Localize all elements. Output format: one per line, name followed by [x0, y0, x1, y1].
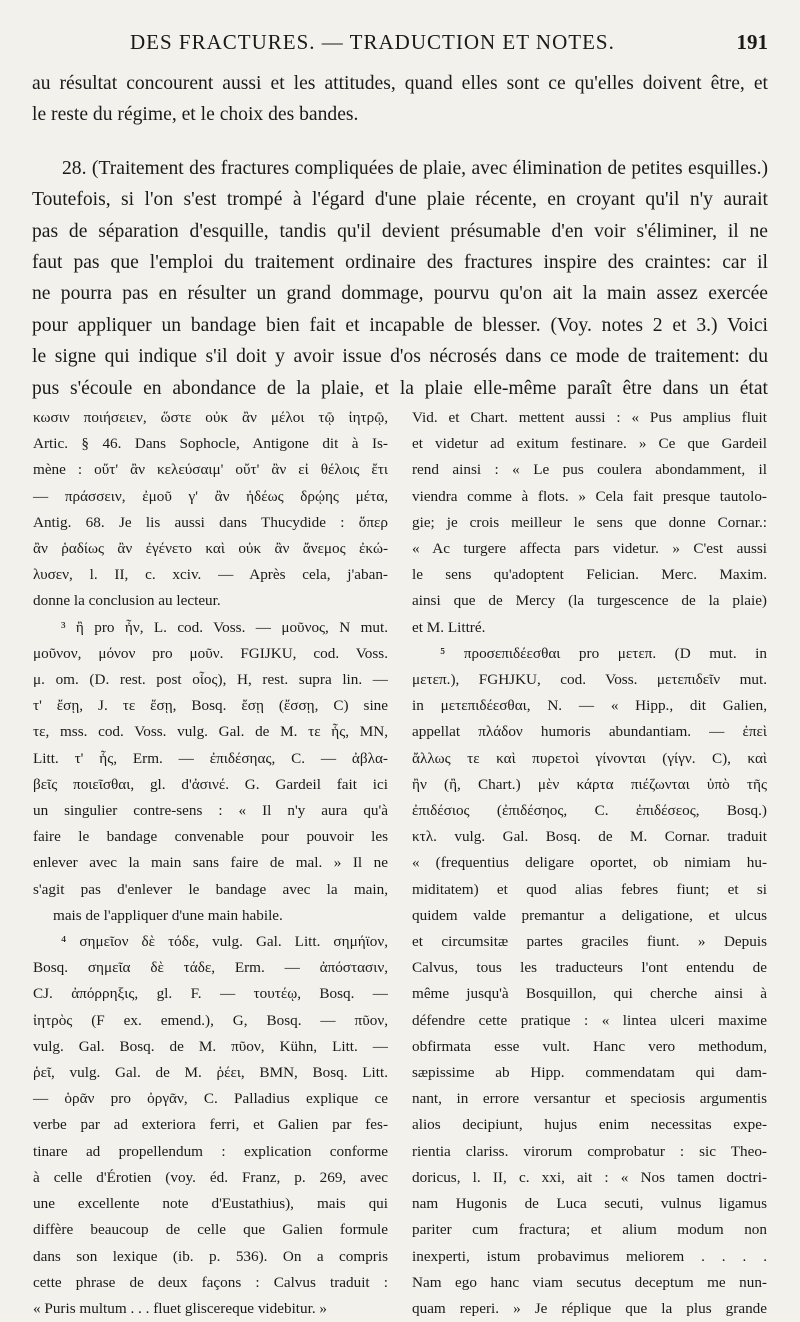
paragraph-gap	[32, 131, 768, 153]
footnote-line: ῥεῖ, vulg. Gal. de M. ῥέει, BMN, Bosq. Litt.	[33, 1064, 388, 1082]
footnote-line: même jusqu'à Bosquillon, qui cherche ainsi à	[412, 985, 767, 1003]
text-line: le signe qui indique s'il doit y avoir issue d'os nécrosés dans ce mode de traitement: du	[32, 346, 768, 368]
footnote-line: quam reperi. » Je réplique que la plus grande	[412, 1299, 767, 1317]
footnote-line: quidem valde premantur a deligatione, et ulcus	[412, 906, 767, 924]
footnote-line: « (frequentius deligare oportet, ob nimiam hu-	[412, 854, 767, 872]
footnote-line: τε, mss. cod. Voss. vulg. Gal. de M. τε ἧς, MN,	[33, 723, 388, 741]
footnote-line: doricus, l. II, c. xxi, ait : « Nos tamen doctri-	[412, 1168, 767, 1186]
text-line: ne pourra pas en résulter un grand dommage, pourvu qu'on ait la main assez exercée	[32, 283, 768, 305]
footnote-line: βεῖς ποιεῖσθαι, gl. d'ἀσινέ. G. Gardeil fait ici	[33, 775, 388, 793]
footnote-line: Nam ego hanc viam secutus deceptum me nun-	[412, 1273, 767, 1291]
footnote-line: « Ac turgere affecta pars videtur. » C'est aussi	[412, 540, 767, 558]
footnote-line: un singulier contre-sens : « Il n'y aura qu'à	[33, 802, 388, 820]
footnote-line: ἰητρὸς (F ex. emend.), G, Bosq. — πῦον,	[33, 1011, 388, 1029]
footnote-line: μετεπ.), FGHJKU, cod. Voss. μετεπιδεῖν mut.	[412, 671, 767, 689]
footnote-line: μοῦνον, μόνον pro μοῦν. FGIJKU, cod. Voss.	[33, 644, 388, 662]
footnote-line: ἄλλως τε καὶ πυρετοὶ γίνονται (γίγν. C), καὶ	[412, 749, 767, 767]
footnote-line: λυσεν, l. II, c. xciv. — Après cela, j'aban-	[33, 566, 388, 584]
footnote-line: donne la conclusion au lecteur.	[33, 592, 221, 610]
footnote-line: κτλ. vulg. Gal. Bosq. de M. Cornar. traduit	[412, 828, 767, 846]
footnote-line: et M. Littré.	[412, 618, 486, 636]
footnote-line: Artic. § 46. Dans Sophocle, Antigone dit à Is-	[33, 435, 388, 453]
footnote-line: inexperti, istum probavimus meliorem . . . .	[412, 1247, 767, 1265]
footnote-line: tinare ad propellendum : explication conforme	[33, 1142, 388, 1160]
footnote-line: obfirmata esse vult. Hanc vero methodum,	[412, 1037, 767, 1055]
footnote-line: nam Hugonis de Luca secuti, vulnus ligamus	[412, 1195, 767, 1213]
footnote-line: enlever avec la main sans faire de mal. » Il ne	[33, 854, 388, 872]
footnote-line: rend ainsi : « Le pus coulera abondamment, il	[412, 461, 767, 479]
footnote-line: ἐπιδέσιος (ἐπιδέσηος, C. ἐπιδέσεος, Bosq.)	[412, 802, 767, 820]
footnote-line: μ. om. (D. rest. post οἷος), H, rest. supra lin. —	[33, 671, 388, 689]
footnote-line: Calvus, tous les traducteurs l'ont entendu de	[412, 959, 767, 977]
footnote-line: une excellente note d'Eustathius), mais qui	[33, 1195, 388, 1213]
text-line: pas de séparation d'esquille, tandis qu'il devient présumable d'en voir s'éliminer, il ne	[32, 220, 768, 242]
footnote-line: nant, in errore versantur et speciosis argumentis	[412, 1090, 767, 1108]
footnote-line: miditatem) et quod alias febres fiunt; et si	[412, 880, 767, 898]
page-header	[130, 30, 768, 60]
footnote-line: ⁵ προσεπιδέεσθαι pro μετεπ. (D mut. in	[440, 644, 767, 662]
text-line: pus s'écoule en abondance de la plaie, et la plaie elle-même paraît être dans un état	[32, 377, 768, 399]
footnote-line: ³ ἢ pro ἦν, L. cod. Voss. — μοῦνος, N mut.	[61, 618, 388, 636]
text-line: Toutefois, si l'on s'est trompé à l'égard d'une plaie récente, en croyant qu'il n'y aurait	[32, 189, 768, 211]
footnote-line: faire le bandage convenable pour pouvoir les	[33, 828, 388, 846]
footnote-line: mène : οὔτ' ἂν κελεύσαιμ' οὔτ' ἂν εἰ θέλοις ἔτι	[33, 461, 388, 479]
footnote-line: τ' ἔσῃ, J. τε ἔσῃ, Bosq. ἔσῃ (ἔσσῃ, C) sine	[33, 697, 388, 715]
footnote-line: rientia clariss. virorum comprobatur : sic Theo-	[412, 1142, 767, 1160]
footnote-line: Bosq. σημεῖα δὲ τάδε, Erm. — ἀπόστασιν,	[33, 959, 388, 977]
running-title: DES FRACTURES. — TRADUCTION ET NOTES.	[130, 30, 615, 54]
footnote-line: ἂν ῥαδίως ἂν ἐγένετο καὶ οὐκ ἂν ἄνεμος ἐκώ-	[33, 540, 388, 558]
footnote-line: Vid. et Chart. mettent aussi : « Pus amplius fluit	[412, 409, 767, 426]
footnote-line: κωσιν ποιήσειεν, ὥστε οὐκ ἂν μέλοι τῷ ἰητρῷ,	[33, 409, 388, 426]
text-line: pour appliquer un bandage bien fait et incapable de blesser. (Voy. notes 2 et 3.) Voici	[32, 314, 768, 336]
footnote-line: Litt. τ' ἧς, Erm. — ἐπιδέσηας, C. — ἀβλα-	[33, 749, 388, 767]
footnote-line: ⁴ σημεῖον δὲ τόδε, vulg. Gal. Litt. σημήϊον,	[61, 933, 388, 951]
footnote-line: à celle d'Érotien (voy. éd. Franz, p. 269, avec	[33, 1168, 388, 1186]
footnote-line: défendre cette pratique : « lintea ulceri maxime	[412, 1011, 767, 1029]
footnote-line: ainsi que de Mercy (la turgescence de la plaie)	[412, 592, 767, 610]
footnote-line: viendra comme à flots. » Cela fait presque tautolo-	[412, 487, 767, 505]
text-line: faut pas que l'emploi du traitement ordinaire des fractures inspire des craintes: car il	[32, 252, 768, 274]
footnote-line: sæpissime ab Hipp. commendatam qui dam-	[412, 1064, 767, 1082]
footnote-line: appellat πλάδον humoris abundantiam. — ἐπεὶ	[412, 723, 767, 741]
footnote-line: in μετεπιδέεσθαι, N. — « Hipp., dit Galien,	[412, 697, 767, 715]
footnote-line: et circumsitæ partes graciles fiunt. » Depuis	[412, 933, 767, 951]
footnote-line: CJ. ἀπόρρηξις, gl. F. — τουτέῳ, Bosq. —	[33, 985, 388, 1003]
footnote-line: le sens qu'adoptent Felician. Merc. Maxim.	[412, 566, 767, 584]
footnote-line: s'agit pas d'enlever le bandage avec la main,	[33, 880, 388, 898]
main-text	[32, 68, 768, 404]
text-line: le reste du régime, et le choix des bandes.	[32, 104, 359, 126]
text-line: 28. (Traitement des fractures compliquées de plaie, avec élimination de petites esquilles.)	[62, 157, 768, 179]
footnote-line: diffère beaucoup de celle que Galien formule	[33, 1221, 388, 1239]
footnote-line: vulg. Gal. Bosq. de M. πῦον, Kühn, Litt. —	[33, 1037, 388, 1055]
footnote-line: mais de l'appliquer d'une main habile.	[53, 906, 283, 924]
footnotes-left-column	[33, 405, 388, 1322]
footnote-line: gie; je crois meilleur le sens que donne Cornar.:	[412, 513, 767, 531]
footnote-line: dans son lexique (ib. p. 536). On a compris	[33, 1247, 388, 1265]
page-number: 191	[736, 30, 768, 54]
footnote-line: verbe par ad exteriora ferri, et Galien par fes-	[33, 1116, 388, 1134]
footnote-line: alios decipiunt, hujus enim necessitas expe-	[412, 1116, 767, 1134]
footnote-line: « Puris multum . . . fluet gliscereque videbitur. »	[33, 1299, 328, 1317]
footnote-line: et videtur ad exitum festinare. » Ce que Gardeil	[412, 435, 767, 453]
footnotes-right-column	[412, 405, 767, 1322]
footnote-line: ἢν (ἢ, Chart.) μὲν κάρτα πιέζωνται ὑπὸ τῆς	[412, 775, 767, 793]
footnote-line: pariter cum fractura; et alium modum non	[412, 1221, 767, 1239]
footnote-line: Antig. 68. Je lis aussi dans Thucydide : ὅπερ	[33, 513, 388, 531]
footnote-line: cette phrase de deux façons : Calvus traduit :	[33, 1273, 388, 1291]
footnote-line: — ὁρᾶν pro ὀργᾶν, C. Palladius explique ce	[33, 1090, 388, 1108]
footnote-line: — πράσσειν, ἐμοῦ γ' ἂν ἡδέως δρῴης μέτα,	[33, 487, 388, 505]
text-line: au résultat concourent aussi et les attitudes, quand elles sont ce qu'elles doivent être, et	[32, 73, 768, 94]
